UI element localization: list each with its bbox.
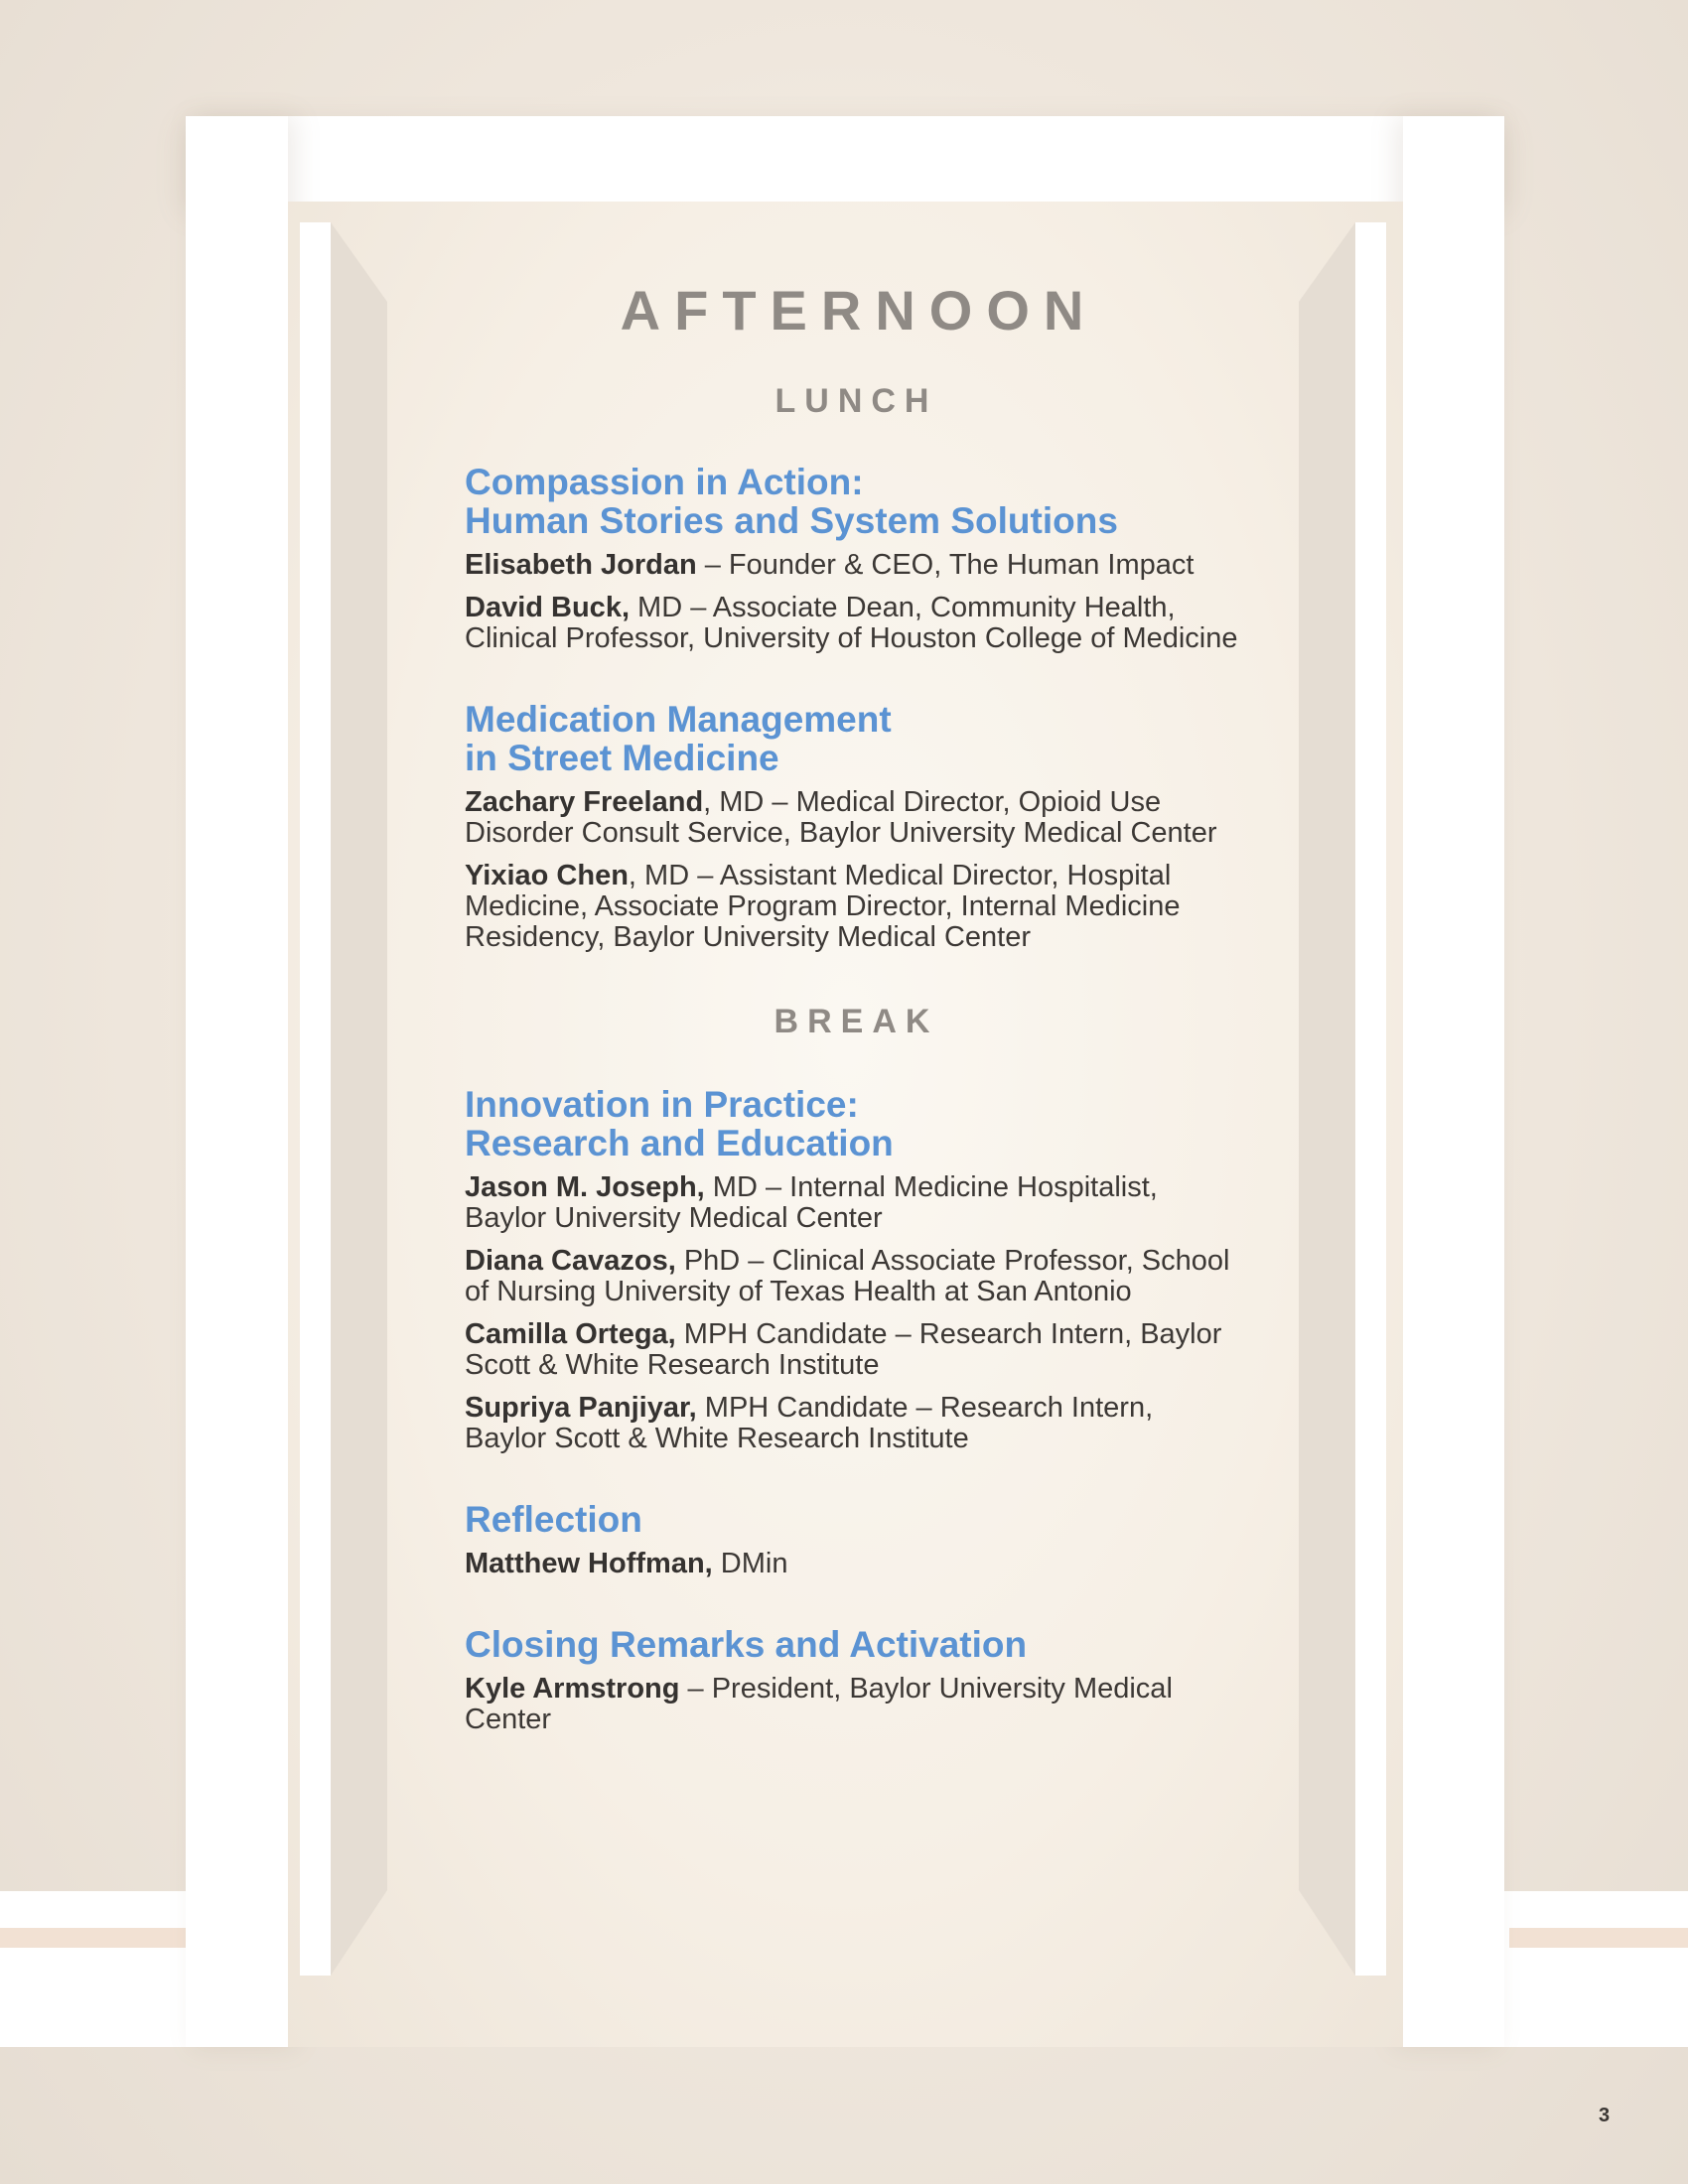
speaker-name: Diana Cavazos,	[465, 1245, 676, 1277]
door-jamb-right	[1299, 222, 1355, 1976]
session-title-line: Compassion in Action:	[465, 462, 864, 502]
speaker-detail: MPH Candidate – Research Intern, Baylor Scott & White Research Institute	[465, 1392, 1154, 1454]
agenda-content	[465, 268, 1239, 1735]
session-title-line: Research and Education	[465, 1123, 894, 1163]
speaker-entry	[465, 593, 1239, 654]
accent-stripe-left	[0, 1928, 186, 1948]
speaker-name: Matthew Hoffman,	[465, 1548, 713, 1579]
speaker-name: Camilla Ortega,	[465, 1318, 676, 1350]
speaker-entry	[465, 550, 1239, 581]
session-block	[465, 1085, 1239, 1454]
speaker-detail: , MD – Assistant Medical Director, Hospital Medicine, Associate Program Director, Internal Medicine Residency, Baylor University Medical Center	[465, 860, 1181, 953]
session-title	[465, 1625, 1239, 1664]
speaker-entry	[465, 787, 1239, 849]
session-block	[465, 1500, 1239, 1579]
speaker-detail: – President, Baylor University Medical Center	[465, 1673, 1173, 1735]
speaker-entry	[465, 1246, 1239, 1307]
speaker-entry	[465, 1549, 1239, 1579]
speaker-name: Yixiao Chen	[465, 860, 629, 891]
session-block	[465, 1625, 1239, 1735]
speaker-detail: DMin	[712, 1548, 788, 1579]
lunch-label: LUNCH	[774, 382, 938, 420]
speaker-entry	[465, 1674, 1239, 1735]
speaker-name: Zachary Freeland	[465, 786, 704, 818]
speaker-detail: – Founder & CEO, The Human Impact	[696, 549, 1195, 581]
speaker-entry	[465, 861, 1239, 953]
break-label: BREAK	[774, 1003, 939, 1040]
speaker-detail: MD – Internal Medicine Hospitalist, Baylor University Medical Center	[465, 1171, 1158, 1234]
door-jamb-right-strip	[1355, 222, 1386, 1976]
speaker-name: Supriya Panjiyar,	[465, 1392, 697, 1424]
page-title: AFTERNOON	[620, 279, 1098, 341]
door-frame-left	[186, 116, 288, 2047]
session-title	[465, 463, 1239, 540]
session-block	[465, 700, 1239, 953]
session-title-line: Reflection	[465, 1499, 642, 1540]
door-jamb-left	[331, 222, 387, 1976]
speaker-detail: , MD – Medical Director, Opioid Use Disorder Consult Service, Baylor University Medical Center	[465, 786, 1217, 849]
speaker-name: Kyle Armstrong	[465, 1673, 680, 1705]
session-title-line: in Street Medicine	[465, 738, 779, 778]
session-title-line: Closing Remarks and Activation	[465, 1624, 1028, 1665]
session-title-line: Human Stories and System Solutions	[465, 500, 1118, 541]
session-title	[465, 1085, 1239, 1162]
speaker-detail: MPH Candidate – Research Intern, Baylor Scott & White Research Institute	[465, 1318, 1222, 1381]
door-frame-top	[186, 116, 1504, 202]
speaker-entry	[465, 1393, 1239, 1454]
speaker-detail: MD – Associate Dean, Community Health, Clinical Professor, University of Houston College of Medicine	[465, 592, 1238, 654]
speaker-name: Elisabeth Jordan	[465, 549, 697, 581]
session-title-line: Innovation in Practice:	[465, 1084, 859, 1125]
page-number: 3	[1599, 2105, 1611, 2126]
session-title-line: Medication Management	[465, 699, 892, 740]
speaker-name: David Buck,	[465, 592, 630, 623]
session-title	[465, 1500, 1239, 1539]
speaker-name: Jason M. Joseph,	[465, 1171, 705, 1203]
session-title	[465, 700, 1239, 777]
speaker-entry	[465, 1319, 1239, 1381]
speaker-detail: PhD – Clinical Associate Professor, School of Nursing University of Texas Health at San Antonio	[465, 1245, 1230, 1307]
speaker-entry	[465, 1172, 1239, 1234]
door-jamb-left-strip	[300, 222, 331, 1976]
session-block	[465, 463, 1239, 654]
accent-stripe-right	[1509, 1928, 1688, 1948]
door-frame-right	[1403, 116, 1504, 2047]
